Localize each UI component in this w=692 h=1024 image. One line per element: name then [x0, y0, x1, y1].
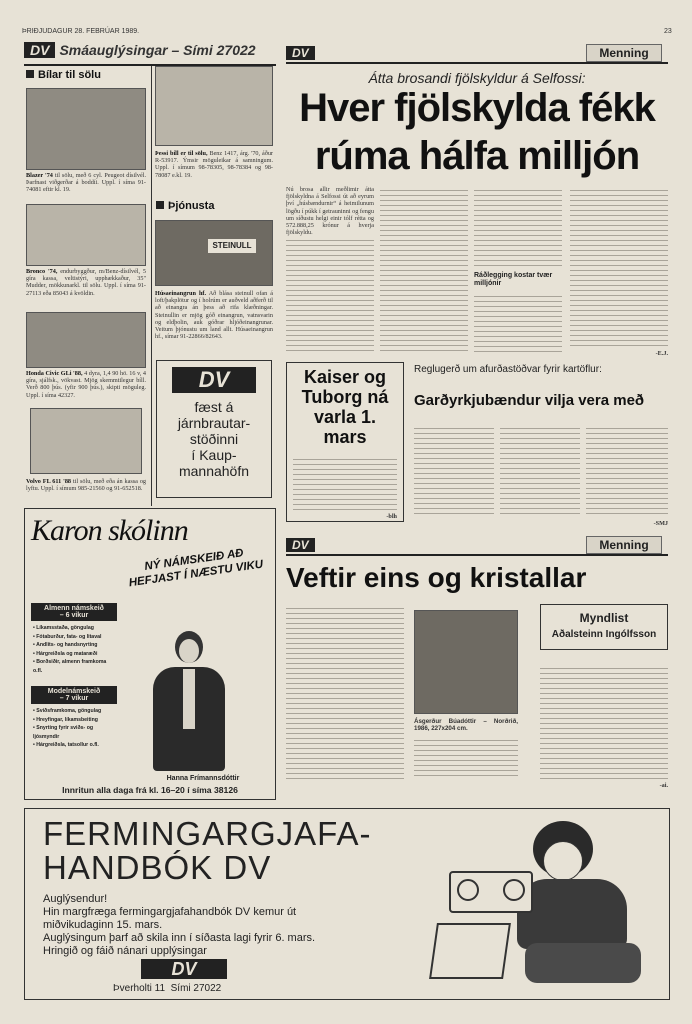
ad-title: FERMINGARGJAFA-: [43, 815, 372, 852]
classifieds-title: Smáauglýsingar – Sími 27022: [59, 42, 256, 58]
honda-photo: [26, 312, 146, 368]
article-kicker: Átta brosandi fjölskyldur á Selfossi:: [368, 70, 586, 86]
classified-ad: Þessi bíll er til sölu, Benz 1417, árg. '70, áður R-53917. Ýmsir möguleikar á samningum. Uppl. í símum 98-78305, 98-78384 og 98-78087 e.kl. 19.: [155, 150, 273, 179]
karon-logo: Karon skólinn: [31, 514, 188, 547]
boy-with-radio-illustration: [413, 815, 663, 993]
course-items: • Sviðsframkoma, göngulag • Hreyfingar, líkamsbeiting • Snyrting fyrir sviðs- og ljósmyndir • Hárgreiðsla, tatsollur o.fl.: [33, 708, 102, 748]
section-label: Menning: [586, 536, 662, 554]
culture-header: [286, 42, 668, 64]
potato-headline: Garðyrkjubændur vilja vera með: [414, 392, 645, 409]
kaiser-headline: Kaiser og Tuborg ná varla 1. mars: [301, 367, 389, 447]
portrait-caption: Hanna Frímannsdóttir: [166, 775, 240, 782]
volvo-photo: [30, 408, 142, 474]
article-signature: -E.J.: [655, 350, 668, 357]
dv-logo: DV: [24, 42, 55, 58]
article-column: Nú brosa allir meðlimir átta fjölskyldna á Selfossi út að eyrum því „húsbændurnir“ á heimilunum lögðu í púkk í getrauninni og fengu um síðustu helgi einir tólf rétta og 572.888,25 krónur á hverja fjölskyldu.: [286, 186, 374, 237]
classified-ad: Blazer '74 til sölu, með 6 cyl. Peugeot dísilvél. Þarfnast viðgerðar á boddíi. Uppl. í síma 91-74081 eftir kl. 19.: [26, 172, 146, 194]
potato-signature: -SMJ: [653, 520, 668, 527]
ad-text: Auglýsendur! Hin margfræga fermingargjafahandbók DV kemur út miðvikudaginn 15. mars. Auglýsingum þarf að skila inn í síðasta lagi fyrir 6. mars. Hringið og fáið nánari upplýsingar: [43, 893, 316, 957]
kaiser-signature: -blh: [386, 513, 397, 520]
dv-logo: DV: [286, 538, 315, 552]
square-bullet-icon: [26, 70, 34, 78]
model-portrait: [145, 631, 235, 771]
article-column: [474, 292, 562, 354]
bronco-photo: [26, 204, 146, 266]
author-name: Aðalsteinn Ingólfsson: [551, 629, 657, 640]
article-column: [474, 186, 562, 268]
truck-photo: [155, 220, 273, 286]
classified-ad: Honda Civic GLi '88, 4 dyra, 1,4 90 hö. 16 v, 4 gíra, sjálfsk., vökvast. Mjög skemmtilegur bíll. Verð 800 þús. (yfir 900 þús.), skipti möguleg. Uppl. í síma 42327.: [26, 370, 147, 399]
dv-logo: DV: [286, 46, 315, 60]
ad-address: Þverholti 11 Sími 27022: [113, 983, 222, 994]
cars-heading: Bílar til sölu: [26, 69, 101, 81]
course-items: • Líkamsstaða, göngulag • Fótaburður, fata- og litaval • Andlits- og handsnyrting • Hárgreiðsla og mataræði • Borðsiðir, almenn framkoma o.fl.: [33, 625, 107, 674]
column-byline: [540, 604, 668, 650]
dv-railway-ad: DV fæst á járnbrautar- stöðinni í Kaup- mannahöfn: [156, 360, 272, 498]
section-label: Menning: [586, 44, 662, 62]
classified-ad: Bronco '74, endurbyggður, m/Benz-dísilvél, 5 gíra kassa, veltistýri, upphækkaður, 35" Mudder, mökkunarkl. til sölu. Uppl. í síma 91-27113 eða 85043 á kvöldin.: [26, 268, 147, 297]
dv-logo: DV: [141, 959, 227, 979]
culture-headline: Veftir eins og kristallar: [286, 562, 587, 593]
article-column: [286, 236, 374, 354]
article-column: [570, 186, 668, 350]
page-number: 23: [664, 28, 672, 35]
page-date: ÞRIÐJUDAGUR 28. FEBRÚAR 1989.: [22, 28, 140, 35]
service-heading: Þjónusta: [156, 200, 214, 212]
photo-caption: Ásgerður Búadóttir – Norðrið, 1986, 227x204 cm.: [414, 718, 518, 733]
article-headline: rúma hálfa milljón: [314, 134, 640, 178]
culture-header: [286, 534, 668, 556]
tapestry-photo: [414, 610, 518, 714]
course-title: Modelnámskeið – 7 vikur: [31, 686, 117, 704]
classifieds-header: [24, 42, 276, 66]
potato-kicker: Reglugerð um afurðastöðvar fyrir kartöflur:: [414, 364, 602, 375]
article-headline: Hver fjölskylda fékk: [299, 86, 655, 130]
article-column: [380, 186, 468, 354]
dv-logo: DV: [172, 367, 256, 393]
culture-signature: -ai.: [659, 782, 668, 789]
blazer-photo: [26, 88, 146, 170]
truck-sign: STEINULL: [208, 239, 256, 253]
classified-ad: Húsaeinangrun hf. Að blása steinull ofan á loft/þakplötur og í holrúm er auðveld aðferð til að einangra án þess að rifa klæðningar. Steinullin er mjög góð einangrun, vatnsvarin og eldþolin, auk góðrar hljóðeinangrunar. Veitum þjónustu um land allt. Húsaeinangrun hf., símar 91-22866/82643.: [155, 290, 274, 341]
kaiser-article: [286, 362, 404, 522]
karon-ad: [24, 508, 276, 800]
course-title: Almenn námskeið – 6 vikur: [31, 603, 117, 621]
fermingar-ad: [24, 808, 670, 1000]
column-title: Myndlist: [579, 611, 629, 625]
ad-title: HANDBÓK DV: [43, 849, 272, 886]
square-bullet-icon: [156, 201, 164, 209]
classified-ad: Volvo FL 611 '88 til sölu, með eða án kassa og lyftu. Uppl. í símum 985-21560 og 91-652518.: [26, 478, 147, 493]
karon-footer: Innritun alla daga frá kl. 16–20 í síma 38126: [62, 785, 238, 795]
article-subhead: Ráðlegging kostar tvær milljónir: [474, 272, 553, 287]
bus-photo: [155, 66, 273, 146]
karon-banner: NÝ NÁMSKEIÐ AÐ HEFJAST Í NÆSTU VIKU: [128, 547, 264, 590]
